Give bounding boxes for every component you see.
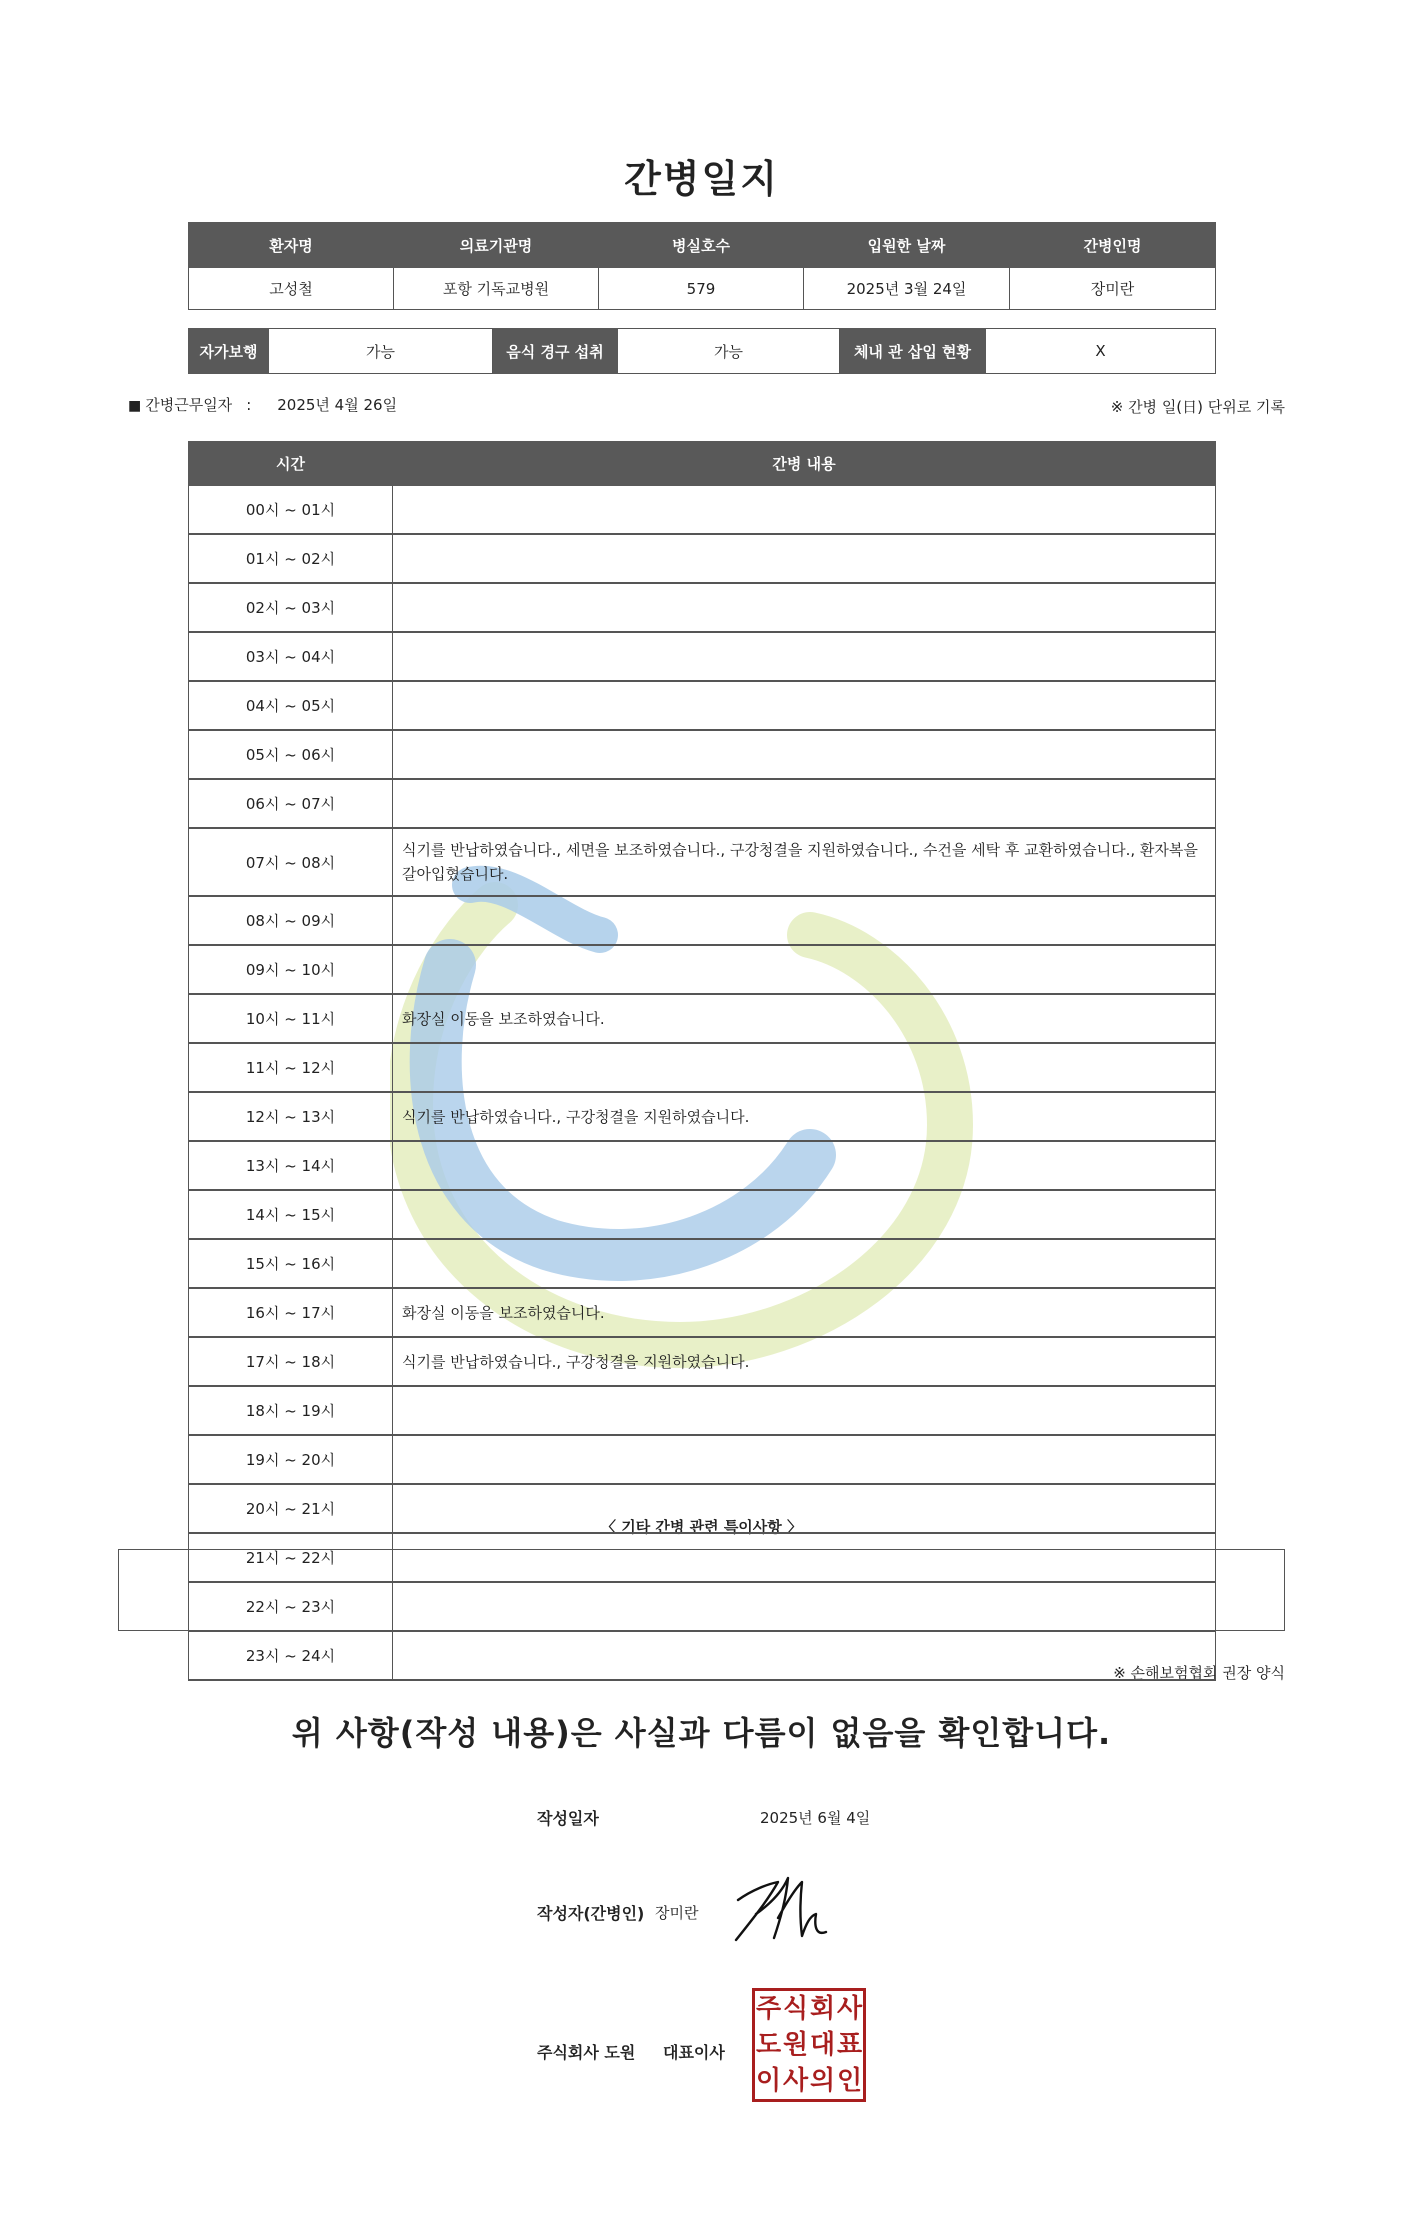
header-patient-name: 환자명	[189, 223, 394, 268]
care-content	[393, 534, 1216, 583]
time-slot: 10시 ~ 11시	[189, 994, 393, 1043]
work-date-colon: :	[246, 396, 252, 414]
care-log-row	[189, 1484, 1216, 1533]
care-log-body	[189, 486, 1216, 1681]
care-log-row	[189, 779, 1216, 828]
time-slot: 03시 ~ 04시	[189, 632, 393, 681]
time-slot: 05시 ~ 06시	[189, 730, 393, 779]
care-content	[393, 1386, 1216, 1435]
time-slot: 04시 ~ 05시	[189, 681, 393, 730]
time-slot: 21시 ~ 22시	[189, 1533, 393, 1582]
work-date-label: 간병근무일자	[145, 396, 233, 414]
patient-info-table	[188, 222, 1216, 310]
time-slot: 23시 ~ 24시	[189, 1631, 393, 1680]
time-slot: 12시 ~ 13시	[189, 1092, 393, 1141]
writer-label: 작성자(간병인)	[537, 1904, 645, 1923]
stamp-char: 식	[782, 1994, 809, 2024]
caregiver-name-value: 장미란	[1010, 268, 1216, 310]
care-content	[393, 632, 1216, 681]
care-log-row	[189, 896, 1216, 945]
stamp-char: 주	[755, 1994, 782, 2024]
care-content	[393, 1533, 1216, 1582]
date-label: 작성일자	[537, 1809, 599, 1828]
company-label: 주식회사 도원	[537, 2043, 636, 2062]
header-admission-date: 입원한 날짜	[804, 223, 1010, 268]
care-content	[393, 1141, 1216, 1190]
care-content	[393, 896, 1216, 945]
ceo-label: 대표이사	[663, 2043, 725, 2062]
care-content: 화장실 이동을 보조하였습니다.	[393, 1288, 1216, 1337]
care-content	[393, 1190, 1216, 1239]
etc-section-title: 〈 기타 간병 관련 특이사항 〉	[600, 1518, 802, 1536]
admission-date-value: 2025년 3월 24일	[804, 268, 1010, 310]
care-log-row	[189, 1533, 1216, 1582]
walking-label: 자가보행	[189, 329, 269, 374]
care-content: 식기를 반납하였습니다., 구강청결을 지원하였습니다.	[393, 1092, 1216, 1141]
time-slot: 19시 ~ 20시	[189, 1435, 393, 1484]
stamp-char: 인	[836, 2066, 863, 2096]
hospital-name-value: 포항 기독교병원	[394, 268, 599, 310]
time-slot: 17시 ~ 18시	[189, 1337, 393, 1386]
stamp-char: 원	[782, 2030, 809, 2060]
time-slot: 18시 ~ 19시	[189, 1386, 393, 1435]
care-content	[393, 945, 1216, 994]
work-date-value: 2025년 4월 26일	[277, 396, 398, 414]
time-slot: 15시 ~ 16시	[189, 1239, 393, 1288]
oral-intake-value: 가능	[618, 329, 840, 374]
room-number-value: 579	[599, 268, 804, 310]
stamp-char: 이	[755, 2066, 782, 2096]
stamp-char: 사	[836, 1994, 863, 2024]
care-log-row	[189, 1043, 1216, 1092]
time-slot: 09시 ~ 10시	[189, 945, 393, 994]
care-log-row	[189, 486, 1216, 535]
care-log-row	[189, 1386, 1216, 1435]
company-seal-stamp	[752, 1988, 866, 2102]
confirmation-statement: 위 사항(작성 내용)은 사실과 다름이 없음을 확인합니다.	[291, 1714, 1112, 1752]
time-slot: 08시 ~ 09시	[189, 896, 393, 945]
care-log-row	[189, 828, 1216, 896]
care-content: 화장실 이동을 보조하였습니다.	[393, 994, 1216, 1043]
care-content: 식기를 반납하였습니다., 세면을 보조하였습니다., 구강청결을 지원하였습니다., 수건을 세탁 후 교환하였습니다., 환자복을 갈아입혔습니다.	[393, 828, 1216, 896]
patient-status-row	[189, 329, 1216, 374]
time-slot: 00시 ~ 01시	[189, 486, 393, 535]
care-log-row	[189, 1337, 1216, 1386]
care-log-row	[189, 632, 1216, 681]
header-hospital-name: 의료기관명	[394, 223, 599, 268]
time-slot: 02시 ~ 03시	[189, 583, 393, 632]
time-slot: 20시 ~ 21시	[189, 1484, 393, 1533]
signature-image	[730, 1870, 840, 1948]
tube-insertion-value: X	[986, 329, 1216, 374]
care-log-row	[189, 1092, 1216, 1141]
content-column-header: 간병 내용	[393, 442, 1216, 486]
time-slot: 06시 ~ 07시	[189, 779, 393, 828]
date-value: 2025년 6월 4일	[760, 1809, 871, 1827]
time-slot: 01시 ~ 02시	[189, 534, 393, 583]
care-content	[393, 1043, 1216, 1092]
care-content	[393, 681, 1216, 730]
care-log-row	[189, 681, 1216, 730]
form-note: ※ 손해보험협회 권장 양식	[1113, 1664, 1285, 1682]
care-content	[393, 730, 1216, 779]
time-slot: 07시 ~ 08시	[189, 828, 393, 896]
patient-name-value: 고성철	[189, 268, 394, 310]
stamp-char: 대	[809, 2030, 836, 2060]
time-slot: 13시 ~ 14시	[189, 1141, 393, 1190]
care-log-row	[189, 945, 1216, 994]
square-bullet-icon: ■	[128, 398, 142, 414]
care-log-table	[188, 441, 1216, 1681]
care-log-row	[189, 1582, 1216, 1631]
care-log-row	[189, 1288, 1216, 1337]
care-content	[393, 1582, 1216, 1631]
stamp-char: 도	[755, 2030, 782, 2060]
record-note: ※ 간병 일(日) 단위로 기록	[1110, 398, 1285, 416]
tube-insertion-label: 체내 관 삽입 현황	[840, 329, 986, 374]
header-caregiver-name: 간병인명	[1010, 223, 1216, 268]
care-content	[393, 1484, 1216, 1533]
care-log-row	[189, 1435, 1216, 1484]
care-content	[393, 779, 1216, 828]
care-log-row	[189, 1239, 1216, 1288]
care-content	[393, 583, 1216, 632]
work-date-line	[128, 394, 397, 415]
care-log-row	[189, 730, 1216, 779]
care-log-header-row	[189, 442, 1216, 486]
care-log-row	[189, 1141, 1216, 1190]
time-slot: 22시 ~ 23시	[189, 1582, 393, 1631]
patient-info-header-row	[189, 223, 1216, 268]
walking-value: 가능	[269, 329, 493, 374]
patient-info-value-row	[189, 268, 1216, 310]
stamp-char: 사	[782, 2066, 809, 2096]
time-slot: 11시 ~ 12시	[189, 1043, 393, 1092]
care-log-row	[189, 1631, 1216, 1680]
time-slot: 14시 ~ 15시	[189, 1190, 393, 1239]
care-content: 식기를 반납하였습니다., 구강청결을 지원하였습니다.	[393, 1337, 1216, 1386]
care-log-row	[189, 583, 1216, 632]
time-column-header: 시간	[189, 442, 393, 486]
stamp-char: 표	[836, 2030, 863, 2060]
care-content	[393, 1631, 1216, 1680]
stamp-char: 의	[809, 2066, 836, 2096]
writer-value: 장미란	[655, 1904, 699, 1922]
time-slot: 16시 ~ 17시	[189, 1288, 393, 1337]
page-title: 간병일지	[624, 157, 779, 201]
stamp-char: 회	[809, 1994, 836, 2024]
care-content	[393, 486, 1216, 535]
care-log-row	[189, 534, 1216, 583]
oral-intake-label: 음식 경구 섭취	[493, 329, 618, 374]
patient-status-table	[188, 328, 1216, 374]
header-room-number: 병실호수	[599, 223, 804, 268]
care-log-row	[189, 1190, 1216, 1239]
care-content	[393, 1239, 1216, 1288]
care-content	[393, 1435, 1216, 1484]
care-log-row	[189, 994, 1216, 1043]
